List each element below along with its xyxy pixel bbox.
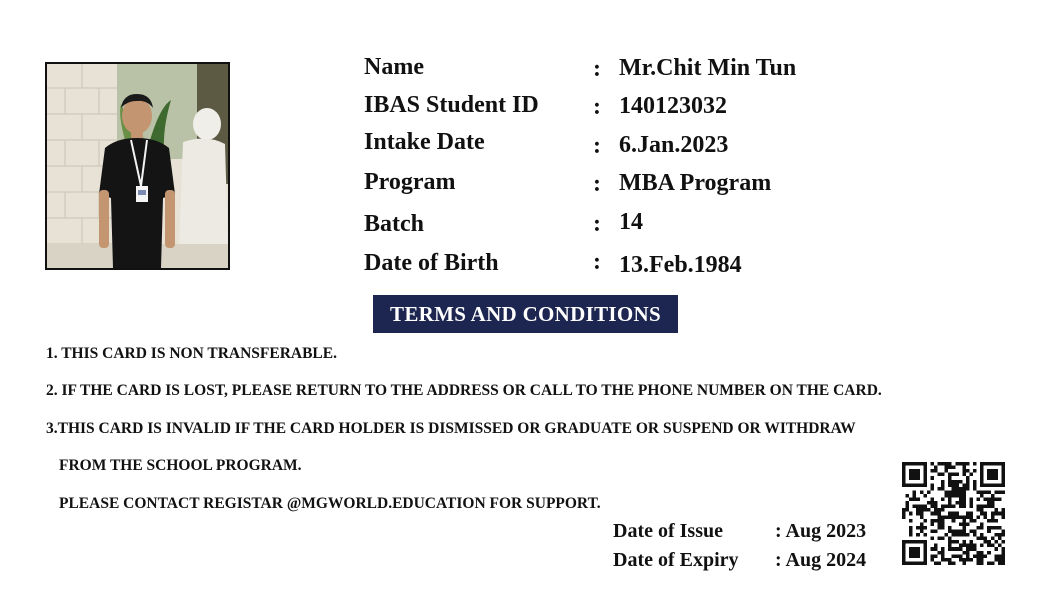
intake-date-value: 6.Jan.2023 — [619, 132, 729, 158]
intake-date-separator: : — [593, 133, 601, 159]
term-item-3-continued: FROM THE SCHOOL PROGRAM. — [59, 457, 302, 474]
name-label: Name — [364, 54, 424, 80]
program-value: MBA Program — [619, 170, 772, 196]
student-id-label: IBAS Student ID — [364, 92, 539, 118]
date-of-birth-separator: : — [593, 249, 601, 275]
batch-label: Batch — [364, 211, 424, 237]
term-item-1: 1. THIS CARD IS NON TRANSFERABLE. — [46, 345, 337, 362]
student-id-separator: : — [593, 94, 601, 120]
support-contact: PLEASE CONTACT REGISTAR @MGWORLD.EDUCATION FOR SUPPORT. — [59, 495, 601, 512]
batch-value: 14 — [619, 209, 643, 235]
program-label: Program — [364, 169, 456, 195]
student-photo-illustration — [47, 64, 228, 268]
batch-separator: : — [593, 211, 601, 237]
student-photo — [45, 62, 230, 270]
program-separator: : — [593, 171, 601, 197]
date-of-issue-value: : Aug 2023 — [775, 520, 867, 542]
date-of-issue-label: Date of Issue — [613, 520, 723, 542]
date-of-birth-value: 13.Feb.1984 — [619, 252, 742, 278]
terms-heading: TERMS AND CONDITIONS — [373, 295, 678, 333]
intake-date-label: Intake Date — [364, 129, 485, 155]
date-of-birth-label: Date of Birth — [364, 250, 499, 276]
student-id-value: 140123032 — [619, 93, 727, 119]
date-of-expiry-value: : Aug 2024 — [775, 549, 867, 571]
date-of-expiry-label: Date of Expiry — [613, 549, 739, 571]
qr-code-icon — [902, 462, 1005, 565]
qr-code-graphic — [902, 462, 1005, 565]
name-separator: : — [593, 56, 601, 82]
name-value: Mr.Chit Min Tun — [619, 55, 797, 81]
term-item-2: 2. IF THE CARD IS LOST, PLEASE RETURN TO THE ADDRESS OR CALL TO THE PHONE NUMBER ON THE CARD. — [46, 382, 882, 399]
term-item-3: 3.THIS CARD IS INVALID IF THE CARD HOLDER IS DISMISSED OR GRADUATE OR SUSPEND OR WITHDRAW — [46, 420, 856, 437]
